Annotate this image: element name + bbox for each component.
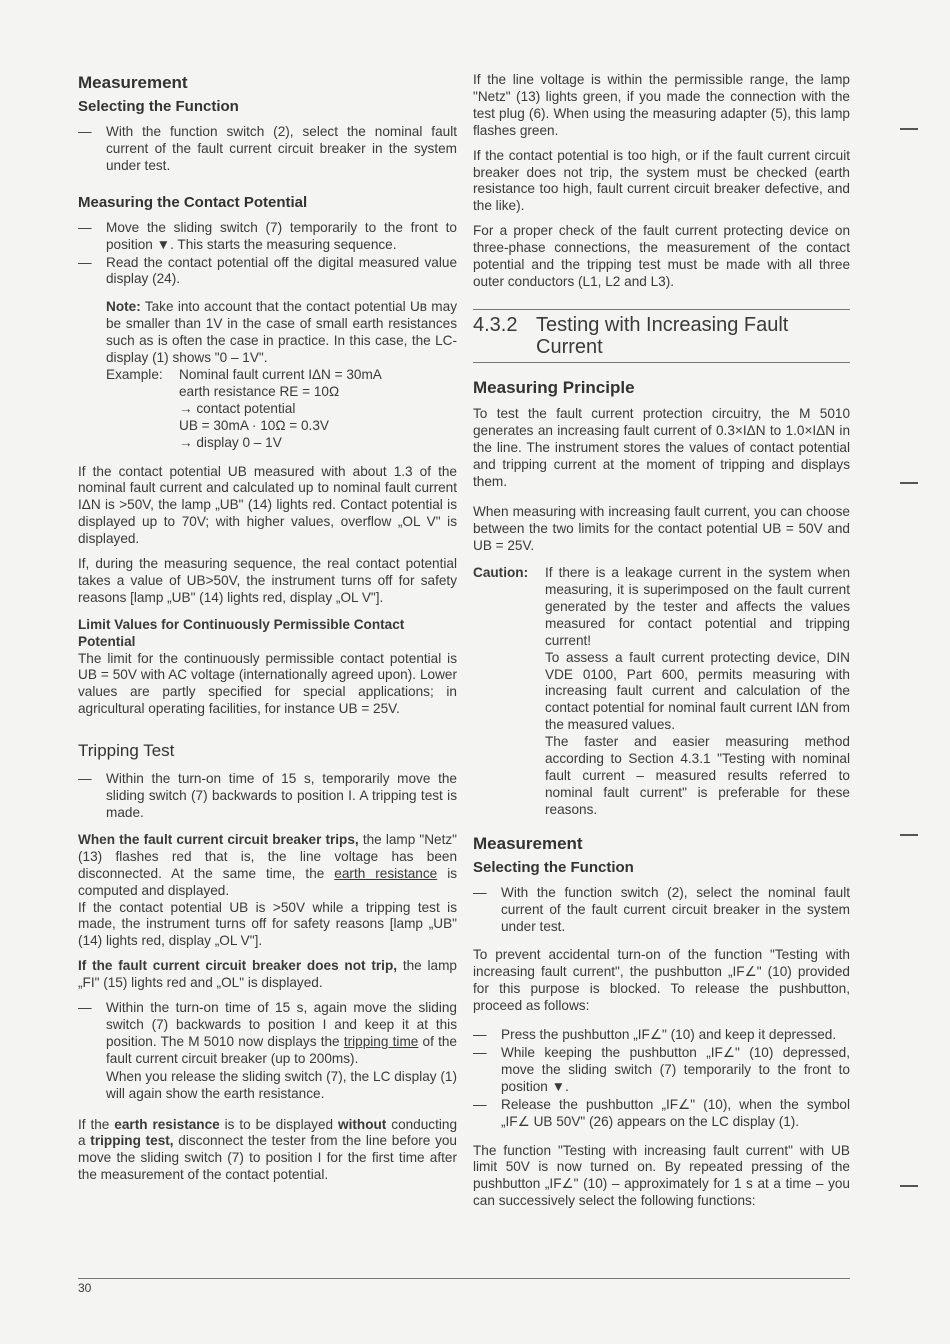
paragraph-line-voltage: If the line voltage is within the permissible range, the lamp "Netz" (13) lights green, if you made the connection with the test plug (6). When using the measuring adapter (5), this lamp flashes green.	[473, 72, 850, 138]
bullet-tripping: — Within the turn-on time of 15 s, temporarily move the sliding switch (7) backwards to position I. A tripping test is made.	[78, 771, 457, 820]
section-title: Testing with Increasing Fault Current	[536, 313, 789, 358]
section-number: 4.3.2	[473, 313, 518, 336]
paragraph-release: When you release the sliding switch (7), the LC display (1) will again show the earth resistance.	[106, 1068, 457, 1101]
earth-resistance-term: earth resistance	[334, 865, 438, 881]
margin-mark	[900, 834, 918, 836]
bullet-select-function: — With the function switch (2), select the nominal fault current of the fault current circuit breaker in the system under test.	[78, 124, 457, 173]
note-label: Note:	[106, 299, 141, 315]
footer-rule	[78, 1278, 850, 1279]
page-number: 30	[78, 1281, 92, 1295]
caution-text: To assess a fault current protecting device, DIN VDE 0100, Part 600, permits measuring with increasing fault current and calculation of the contact potential for nominal fault current IΔN from the measured values.	[545, 649, 850, 733]
example-line: → contact potential	[179, 400, 296, 416]
bullet-select-function-right: — With the function switch (2), select the nominal fault current of the fault current circuit breaker in the system under test.	[473, 884, 850, 934]
caution-block	[473, 565, 850, 819]
bullet-release: — Release the pushbutton „IF∠" (10), when the symbol „IF∠ UB 50V" (26) appears on the LC display (1).	[473, 1096, 850, 1129]
example-block	[106, 367, 457, 452]
paragraph-choose-limit: When measuring with increasing fault current, you can choose between the two limits for the contact potential UB = 50V and UB = 25V.	[473, 504, 850, 554]
note-text: Take into account that the contact potential Uʙ may be smaller than 1V in the case of small earth resistances such as is often the case in practice. In this case, the LC-display (1) shows "0 – 1V".	[106, 299, 457, 366]
bullet-move-switch: — Move the sliding switch (7) temporarily to the front to position ▼. This starts the measuring sequence.	[78, 219, 457, 252]
limit-heading: Limit Values for Continuously Permissible Contact Potential	[78, 616, 405, 649]
heading-selecting-function: Selecting the Function	[78, 98, 239, 115]
paragraph-measured: If the contact potential UB measured with about 1.3 of the nominal fault current and calculated up to nominal fault current IΔN is >50V, the lamp „UB" (14) lights red. Contact potential is displayed up to 70V; with higher values, overflow „OL V" is displayed.	[78, 463, 457, 547]
example-line: UB = 30mA · 10Ω = 0.3V	[179, 417, 329, 433]
example-line: Nominal fault current IΔN = 30mA	[179, 366, 382, 382]
bullet-read-display: — Read the contact potential off the digital measured value display (24).	[78, 254, 457, 287]
paragraph-too-high: If the contact potential is too high, or if the fault current circuit breaker does not trip, the system must be checked (earth resistance too high, fault current circuit breaker defective, and the like).	[473, 147, 850, 214]
paragraph-no-trip: If the fault current circuit breaker does not trip, the lamp „FI" (15) lights red and „OL" is displayed.	[78, 958, 457, 991]
caution-label: Caution:	[473, 565, 529, 581]
paragraph-function-on: The function "Testing with increasing fault current" with UB limit 50V is now turned on. By repeated pressing of the pushbutton „IF∠" (10) – approximately for 1 s at a time – you can successively select the following functions:	[473, 1142, 850, 1209]
paragraph-earth-resistance: If the earth resistance is to be displayed without conducting a tripping test, disconnect the tester from the line before you move the sliding switch (7) to position I for the first time after the measurement of the contact potential.	[78, 1116, 458, 1183]
heading-measurement: Measurement	[78, 73, 188, 92]
left-column	[78, 72, 457, 1192]
margin-mark	[900, 1185, 918, 1187]
margin-mark	[900, 128, 918, 130]
example-label: Example:	[106, 366, 163, 382]
paragraph-principle: To test the fault current protection circuitry, the M 5010 generates an increasing fault current of 0.3×IΔN to 1.0×IΔN in the line. The instrument stores the values of contact potential and tripping current at the moment of tripping and displays them.	[473, 405, 850, 489]
section-heading-4-3-2	[473, 309, 850, 363]
caution-text: If there is a leakage current in the system when measuring, it is superimposed on the fault current generated by the tester and affects the values measured for contact potential and tripping current!	[545, 565, 850, 648]
paragraph-prevent: To prevent accidental turn-on of the function "Testing with increasing fault current", the pushbutton „IF∠" (10) provided for this purpose is blocked. To release the pushbutton, proceed as follows:	[473, 947, 850, 1014]
right-column	[473, 72, 850, 1218]
example-line: → display 0 – 1V	[179, 434, 282, 450]
heading-measurement-right: Measurement	[473, 833, 583, 853]
bullet-while-keeping: — While keeping the pushbutton „IF∠" (10) depressed, move the sliding switch (7) temporarily to the front to position ▼.	[473, 1044, 850, 1094]
example-line: earth resistance RE = 10Ω	[179, 383, 340, 399]
margin-mark	[900, 482, 918, 484]
caution-text: The faster and easier measuring method according to Section 4.3.1 "Testing with nominal fault current – measured results referred to nominal fault current" is preferable for these reasons.	[545, 734, 850, 817]
paragraph-trips: When the fault current circuit breaker trips, the lamp "Netz" (13) flashes red that is, the line voltage has been disconnected. At the same time, the earth resistance is computed and displayed.	[78, 831, 458, 898]
paragraph-during: If, during the measuring sequence, the real contact potential takes a value of UB>50V, the instrument turns off for safety reasons [lamp „UB" (14) lights red, display „OL V"].	[78, 556, 457, 605]
tripping-time-term: tripping time	[343, 1033, 419, 1049]
note-block	[78, 299, 457, 451]
heading-tripping-test: Tripping Test	[78, 741, 175, 761]
bullet-press: — Press the pushbutton „IF∠" (10) and keep it depressed.	[473, 1027, 837, 1043]
heading-contact-potential: Measuring the Contact Potential	[78, 193, 308, 211]
heading-selecting-function-right: Selecting the Function	[473, 858, 634, 876]
bullet-again: — Within the turn-on time of 15 s, again move the sliding switch (7) backwards to position I and keep it at this position. The M 5010 now displays the tripping time of the fault current circuit breaker (up to 200ms).	[78, 1000, 457, 1066]
paragraph-proper-check: For a proper check of the fault current protecting device on three-phase connections, the measurement of the contact potential and the tripping test must be made with all three outer conductors (L1, L2 and L3).	[473, 223, 850, 289]
paragraph-trips-contact: If the contact potential UB is >50V while a tripping test is made, the instrument turns off for safety reasons [lamp „UB" (14) lights red, display „OL V"].	[78, 899, 457, 949]
limit-text: The limit for the continuously permissible contact potential is UB = 50V with AC voltage (internationally agreed upon). Lower values are partly specified for special applications; in agricultural operating facilities, for instance UB = 25V.	[78, 650, 457, 717]
heading-measuring-principle: Measuring Principle	[473, 377, 635, 397]
